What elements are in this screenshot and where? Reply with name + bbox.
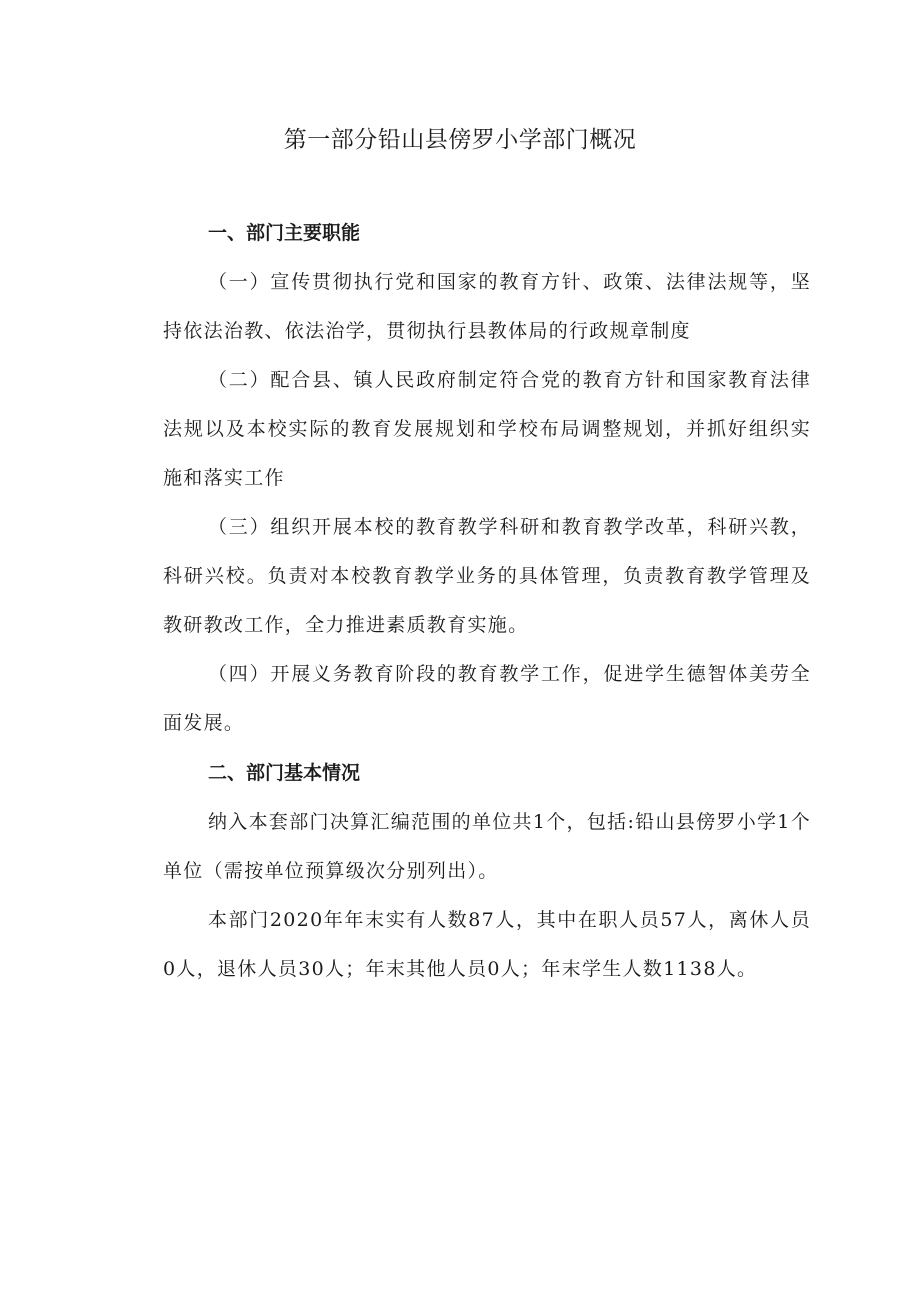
paragraph-unit-scope: 纳入本套部门决算汇编范围的单位共1个，包括:铅山县傍罗小学1个单位（需按单位预算级次分别列出）。 bbox=[163, 811, 811, 882]
paragraph-function-2: （二）配合县、镇人民政府制定符合党的教育方针和国家教育法律法规以及本校实际的教育发展规划和学校布局调整规划，并抓好组织实施和落实工作 bbox=[163, 369, 811, 489]
paragraph-staff-count: 本部门2020年年末实有人数87人，其中在职人员57人，离休人员0人，退休人员30人；年末其他人员0人；年末学生人数1138人。 bbox=[163, 909, 811, 980]
paragraph-function-1: （一）宣传贯彻执行党和国家的教育方针、政策、法律法规等，坚持依法治教、依法治学，贯彻执行县教体局的行政规章制度 bbox=[163, 271, 811, 342]
document-title: 第一部分铅山县傍罗小学部门概况 bbox=[283, 127, 637, 153]
section-heading-basic-info: 二、部门基本情况 bbox=[208, 762, 361, 784]
paragraph-function-3: （三）组织开展本校的教育教学科研和教育教学改革，科研兴教，科研兴校。负责对本校教育教学业务的具体管理，负责教育教学管理及教研教改工作，全力推进素质教育实施。 bbox=[163, 516, 811, 636]
document-body bbox=[163, 208, 811, 994]
section-heading-main-functions: 一、部门主要职能 bbox=[208, 222, 361, 244]
paragraph-function-4: （四）开展义务教育阶段的教育教学工作，促进学生德智体美劳全面发展。 bbox=[163, 663, 811, 734]
